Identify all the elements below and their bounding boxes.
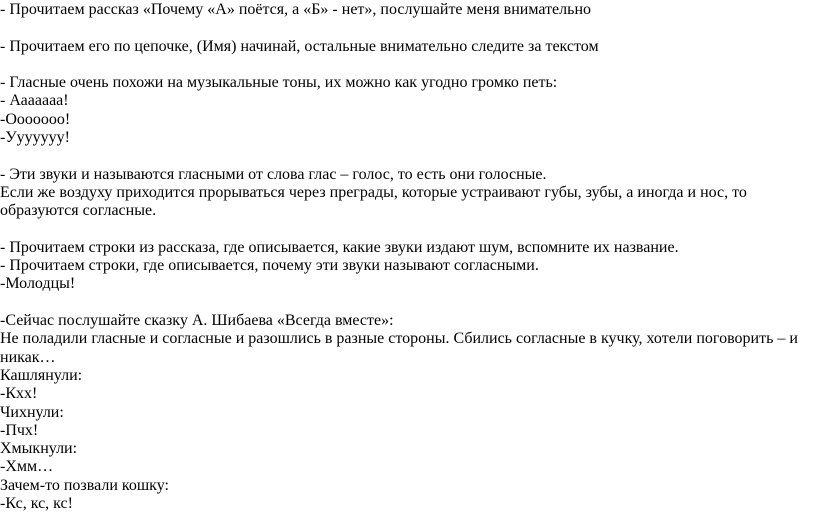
text-line: -Молодцы!	[0, 275, 76, 293]
document-body	[0, 1, 816, 513]
text-line: никак…	[0, 348, 56, 366]
text-line: - Прочитаем строки, где описывается, почему эти звуки называют согласными.	[0, 257, 539, 275]
blank-line	[0, 294, 816, 312]
blank-line	[0, 56, 816, 74]
text-line: образуются согласные.	[0, 202, 157, 220]
text-line: -Кс, кс, кс!	[0, 495, 73, 513]
text-line: Если же воздуху приходится прорываться через преграды, которые устраивают губы, зубы, а иногда и нос, то	[0, 183, 747, 201]
text-line: - Эти звуки и называются гласными от слова глас – голос, то есть они голосные.	[0, 165, 547, 183]
text-line: - Прочитаем строки из рассказа, где описывается, какие звуки издают шум, вспомните их название.	[0, 238, 679, 256]
text-line: - Прочитаем рассказ «Почему «А» поётся, а «Б» - нет», послушайте меня внимательно	[0, 1, 591, 18]
text-line: Зачем-то позвали кошку:	[0, 476, 169, 494]
text-line: -Ооооооо!	[0, 110, 71, 128]
text-line: Хмыкнули:	[0, 440, 78, 458]
blank-line	[0, 147, 816, 165]
text-line: -Хмм…	[0, 458, 54, 476]
text-line: - Прочитаем его по цепочке, (Имя) начинай, остальные внимательно следите за текстом	[0, 37, 599, 55]
text-line: -Пчх!	[0, 421, 39, 439]
text-line: -Кхх!	[0, 385, 38, 403]
text-line: - Ааааааа!	[0, 92, 69, 110]
text-line: - Гласные очень похожи на музыкальные тоны, их можно как угодно громко петь:	[0, 74, 558, 92]
blank-line	[0, 221, 816, 239]
text-line: -Ууууууу!	[0, 129, 70, 147]
text-line: Кашлянули:	[0, 366, 83, 384]
text-line: Чихнули:	[0, 403, 64, 421]
text-line: Не поладили гласные и согласные и разошлись в разные стороны. Сбились согласные в кучку, хотели поговорить – и	[0, 330, 798, 348]
blank-line	[0, 19, 816, 37]
text-line: -Сейчас послушайте сказку А. Шибаева «Всегда вместе»:	[0, 312, 394, 330]
